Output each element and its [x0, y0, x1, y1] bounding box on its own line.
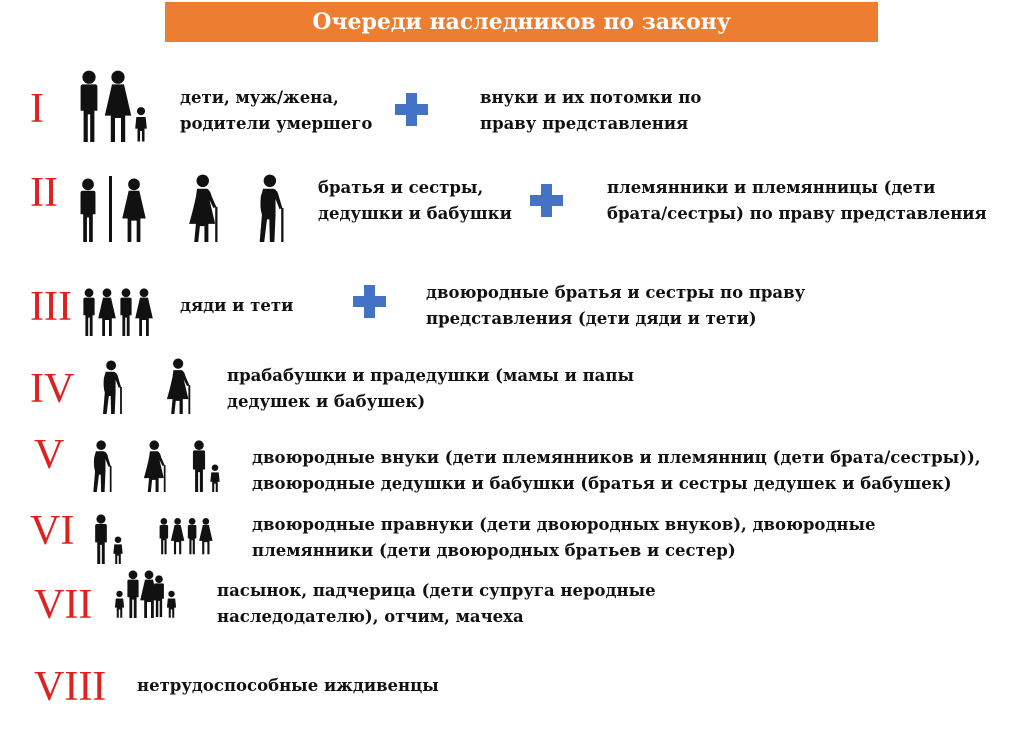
- elderly-woman-icon: [181, 174, 229, 242]
- row-vii-line-2: наследодателю), отчим, мачеха: [217, 607, 524, 626]
- four-people-icon: [157, 516, 215, 556]
- row-ii-line-2: дедушки и бабушки: [318, 204, 512, 223]
- numeral-v: V: [34, 432, 65, 478]
- row-viii-line-1: нетрудоспособные иждивенцы: [137, 676, 439, 695]
- row-iii-extra-1: двоюродные братья и сестры по праву: [426, 283, 806, 302]
- row-vii-line-1: пасынок, падчерица (дети супруга неродные: [217, 581, 656, 600]
- numeral-iv: IV: [30, 366, 75, 412]
- step-family-icon: [114, 570, 178, 618]
- elderly-man-icon: [248, 174, 294, 242]
- numeral-vi: VI: [30, 508, 75, 554]
- row-vi-line-1: двоюродные правнуки (дети двоюродных внуков), двоюродные: [252, 515, 876, 534]
- row-i-line-2: родители умершего: [180, 114, 373, 133]
- man-woman-icon: [76, 176, 150, 242]
- numeral-iii: III: [30, 284, 72, 330]
- row-iv-line-1: прабабушки и прадедушки (мамы и папы: [227, 366, 634, 385]
- plus-icon: [353, 285, 386, 318]
- row-ii-extra-2: брата/сестры) по праву представления: [607, 204, 987, 223]
- row-vi-line-2: племянники (дети двоюродных братьев и сестер): [252, 541, 736, 560]
- family-icon: [76, 68, 156, 142]
- row-ii-extra-1: племянники и племянницы (дети: [607, 178, 936, 197]
- elderly-man-icon: [94, 360, 130, 414]
- numeral-viii: VIII: [34, 664, 107, 710]
- elderly-woman-icon: [160, 358, 200, 414]
- row-i-extra-2: праву представления: [480, 114, 689, 133]
- row-i-extra-1: внуки и их потомки по: [480, 88, 702, 107]
- row-ii-line-1: братья и сестры,: [318, 178, 484, 197]
- page-title: Очереди наследников по закону: [165, 2, 878, 42]
- row-iii-extra-2: представления (дети дяди и тети): [426, 309, 757, 328]
- row-v-line-1: двоюродные внуки (дети племянников и племянниц (дети брата/сестры)),: [252, 448, 981, 467]
- elderly-man-icon: [84, 440, 120, 492]
- numeral-vii: VII: [34, 582, 93, 628]
- man-with-child-icon: [92, 514, 130, 564]
- row-iv-line-2: дедушек и бабушек): [227, 392, 426, 411]
- four-people-icon: [80, 288, 156, 336]
- numeral-i: I: [30, 86, 44, 132]
- plus-icon: [530, 184, 563, 217]
- numeral-ii: II: [30, 170, 58, 216]
- row-i-line-1: дети, муж/жена,: [180, 88, 339, 107]
- row-v-line-2: двоюродные дедушки и бабушки (братья и сестры дедушек и бабушек): [252, 474, 952, 493]
- row-iii-line-1: дяди и тети: [180, 296, 294, 315]
- elderly-woman-icon: [138, 440, 174, 492]
- plus-icon: [395, 93, 428, 126]
- man-with-child-icon: [190, 440, 226, 492]
